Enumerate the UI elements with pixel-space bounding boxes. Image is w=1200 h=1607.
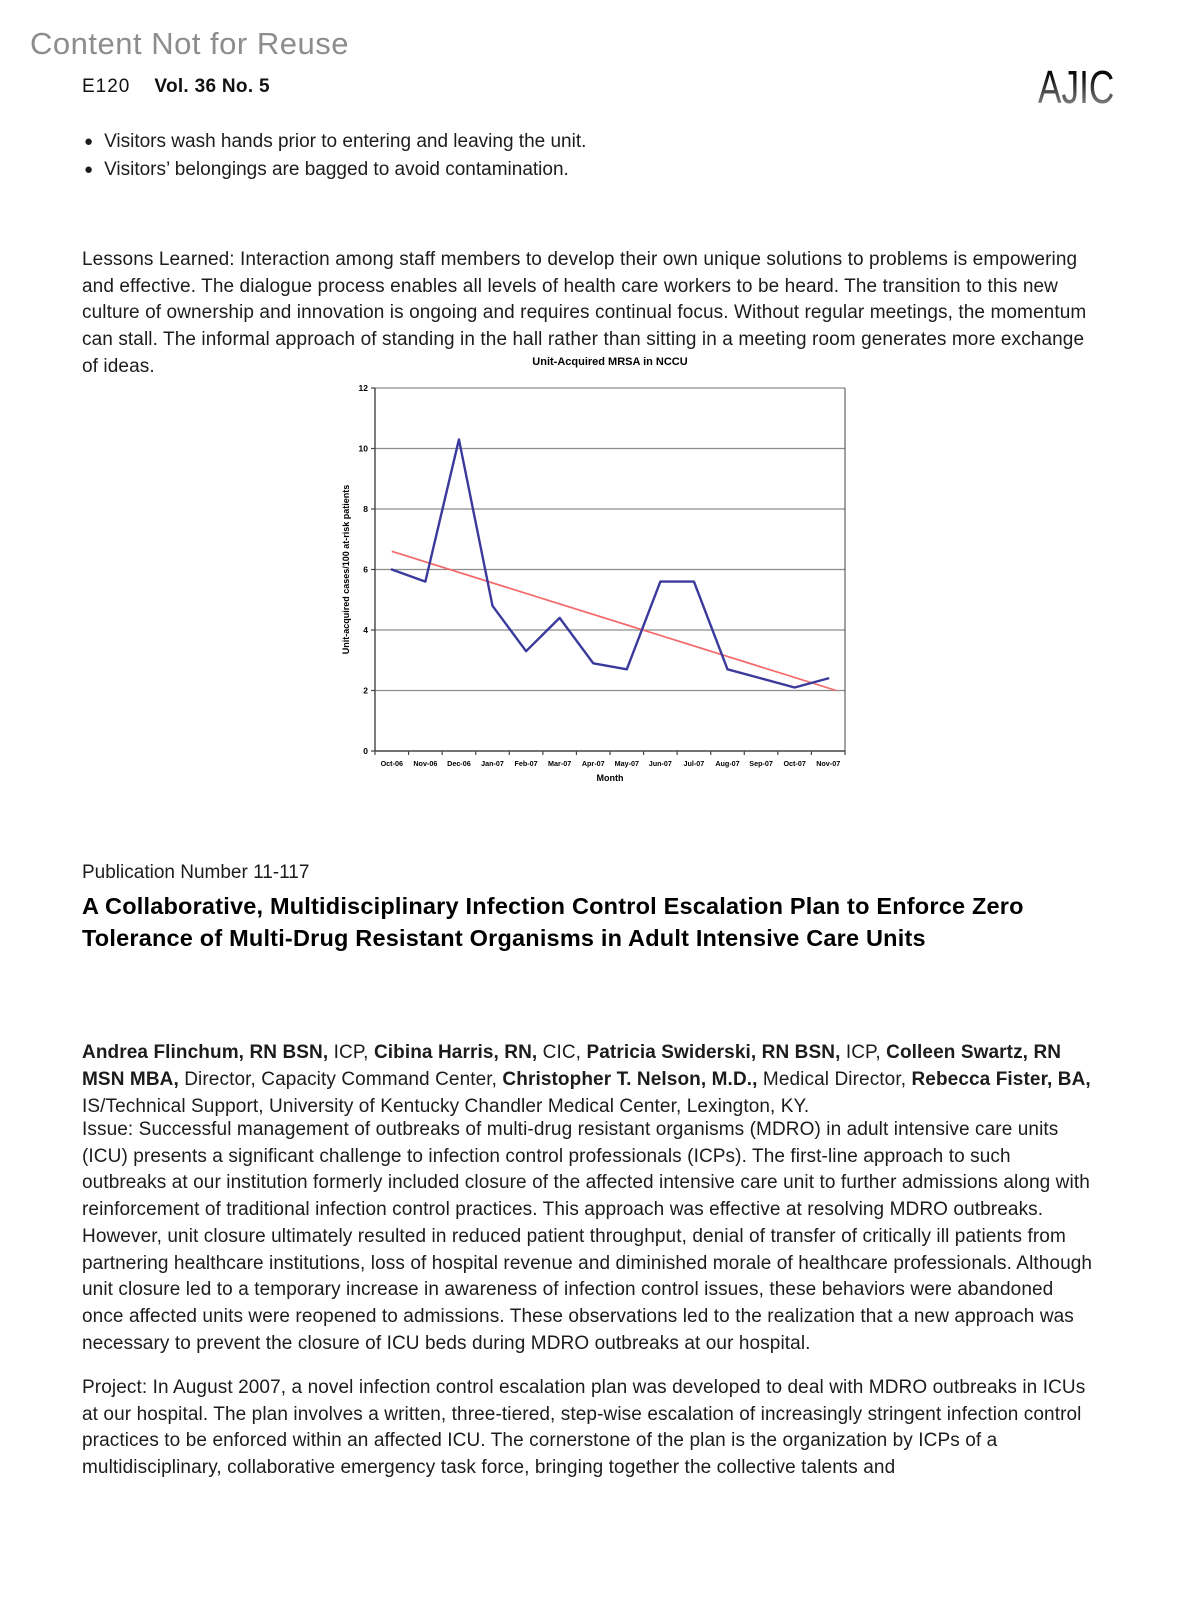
svg-text:2: 2 [363,685,368,696]
bullet-icon: ● [84,133,94,150]
page-number: E120 [82,76,131,97]
mrsa-line-chart [335,348,855,793]
svg-text:Month: Month [596,773,624,783]
svg-text:0: 0 [363,746,368,756]
svg-text:Unit-acquired cases/100 at-ris: Unit-acquired cases/100 at-risk patients [341,484,351,655]
svg-text:10: 10 [358,443,368,454]
ajic-journal-logo: AJIC [1038,62,1115,114]
bullet-icon: ● [84,161,94,178]
svg-text:Oct-07: Oct-07 [783,759,806,768]
svg-text:12: 12 [358,383,368,393]
volume-issue: Vol. 36 No. 5 [154,76,270,97]
svg-text:Nov-06: Nov-06 [413,759,438,768]
svg-text:Dec-06: Dec-06 [447,759,471,768]
lessons-learned-paragraph: Lessons Learned: Interaction among staff members to develop their own unique solutions to problems is empowering and effective. The dialogue process enables all levels of health care workers to be heard. The transition to this new culture of ownership and innovation is ongoing and requires continual focus. Without regular meetings, the momentum can stall. The informal approach of standing in the hall rather than sitting in a meeting room generates more exchange of ideas. [82,249,1087,377]
svg-text:Unit-Acquired MRSA in NCCU: Unit-Acquired MRSA in NCCU [532,356,688,368]
watermark-content-not-for-reuse: Content Not for Reuse [30,26,349,61]
svg-text:Feb-07: Feb-07 [514,759,538,768]
svg-text:Apr-07: Apr-07 [581,759,605,768]
bullet-text: Visitors wash hands prior to entering and leaving the unit. [104,131,587,152]
bullet-text: Visitors’ belongings are bagged to avoid contamination. [104,159,569,180]
svg-text:Jul-07: Jul-07 [683,759,705,768]
svg-text:Nov-07: Nov-07 [816,759,841,768]
paper-title: A Collaborative, Multidisciplinary Infection Control Escalation Plan to Enforce Zero Tolerance of Multi-Drug Resistant Organisms in Adult Intensive Care Units [82,893,1024,951]
issue-paragraph: Issue: Successful management of outbreaks of multi-drug resistant organisms (MDRO) in adult intensive care units (ICU) presents a significant challenge to infection control professionals (ICPs). The first-line approach to such outbreaks at our institution formerly included closure of the affected intensive care unit to further admissions along with reinforcement of traditional infection control practices. This approach was effective at resolving MDRO outbreaks. However, unit closure ultimately resulted in reduced patient throughput, denial of transfer of critically ill patients from partnering healthcare institutions, loss of hospital revenue and diminished morale of healthcare professionals. Although unit closure led to a temporary increase in awareness of infection control issues, these behaviors were abandoned once affected units were reopened to admissions. These observations led to the realization that a new approach was necessary to prevent the closure of ICU beds during MDRO outbreaks at our hospital. [82,1119,1093,1354]
svg-text:4: 4 [363,625,368,635]
page-header [82,76,270,98]
list-item [84,128,586,156]
svg-text:Oct-06: Oct-06 [380,759,403,768]
svg-text:May-07: May-07 [614,759,639,768]
project-paragraph: Project: In August 2007, a novel infection control escalation plan was developed to deal with MDRO outbreaks in ICUs at our hospital. The plan involves a written, three-tiered, step-wise escalation of increasingly stringent infection control practices to be enforced within an affected ICU. The cornerstone of the plan is the organization by ICPs of a multidisciplinary, collaborative emergency task force, bringing together the collective talents and [82,1377,1086,1479]
publication-number: Publication Number 11-117 [82,862,310,883]
svg-text:6: 6 [363,564,368,575]
list-item [84,156,586,184]
svg-text:Sep-07: Sep-07 [749,759,773,768]
bullet-list [84,128,586,184]
authors: Andrea Flinchum, RN BSN, ICP, Cibina Harris, RN, CIC, Patricia Swiderski, RN BSN, ICP, Colleen Swartz, RN MSN MBA, Director, Capacity Command Center, Christopher T. Nelson, M.D., Medical Director, Rebecca Fister, BA, IS/Technical Support, University of Kentucky Chandler Medical Center, Lexington, KY. [82,1042,1091,1117]
svg-text:Jun-07: Jun-07 [648,759,672,768]
svg-text:Jan-07: Jan-07 [481,759,504,768]
svg-text:8: 8 [363,504,368,514]
svg-text:Aug-07: Aug-07 [715,759,740,768]
mrsa-chart-container [335,348,855,793]
svg-text:Mar-07: Mar-07 [548,759,572,768]
